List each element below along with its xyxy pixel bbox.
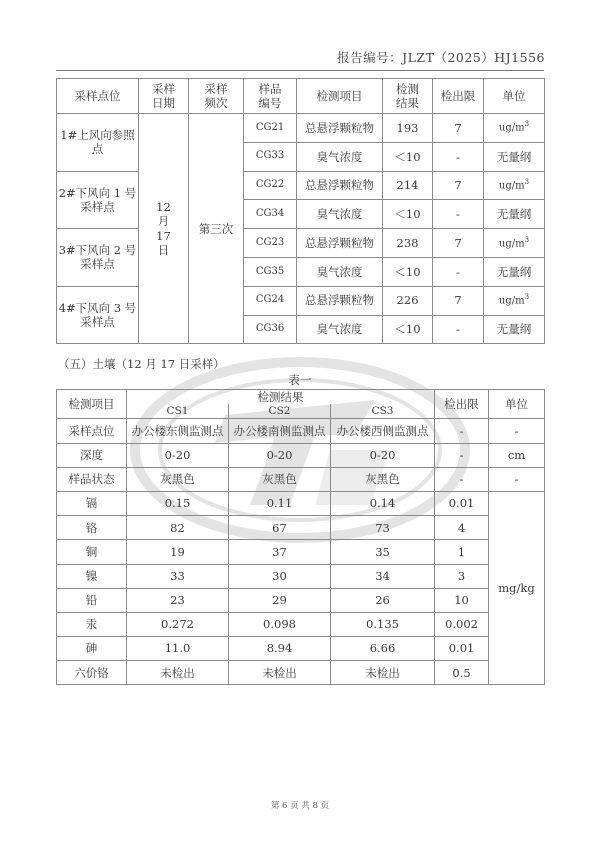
detection-limit-cell: 7: [433, 114, 484, 143]
result-cell: 193: [383, 114, 433, 143]
table-row: [57, 637, 545, 661]
value-cell: 未检出: [229, 661, 331, 685]
row-label-cell: 采样点位: [57, 419, 127, 443]
header-cell: 采样 日期: [139, 79, 189, 114]
header-cell: 检测项目: [57, 390, 127, 419]
result-cell: 214: [383, 171, 433, 200]
detection-limit-cell: -: [435, 419, 489, 443]
detection-limit-cell: 4: [435, 516, 489, 540]
table-row: [57, 419, 545, 443]
value-cell: 19: [127, 540, 229, 564]
test-item-cell: 臭气浓度: [297, 200, 383, 229]
soil-table-caption: 表一: [288, 373, 312, 387]
table-row: [57, 588, 545, 612]
sample-id-cell: CG21: [244, 114, 297, 143]
row-label-cell: 铜: [57, 540, 127, 564]
result-cell: 226: [383, 286, 433, 315]
sample-id-cell: CG23: [244, 229, 297, 258]
value-cell: 73: [331, 516, 435, 540]
row-label-cell: 镉: [57, 491, 127, 515]
result-cell: ＜10: [383, 200, 433, 229]
value-cell: 67: [229, 516, 331, 540]
sample-id-cell: CG35: [244, 257, 297, 286]
unit-cell: -: [489, 467, 545, 491]
unit-cell: cm: [489, 443, 545, 467]
table-row: [57, 491, 545, 515]
sampling-point-cell: 1#上风向参照 点: [57, 114, 139, 172]
unit-cell: 无量纲: [484, 315, 545, 344]
value-cell: 0.135: [331, 612, 435, 636]
table-row: [57, 467, 545, 491]
table-row: [57, 564, 545, 588]
test-item-cell: 臭气浓度: [297, 315, 383, 344]
value-cell: 29: [229, 588, 331, 612]
value-cell: 30: [229, 564, 331, 588]
value-cell: 6.66: [331, 637, 435, 661]
table-row: [57, 661, 545, 685]
value-cell: 0-20: [331, 443, 435, 467]
detection-limit-cell: -: [433, 315, 484, 344]
table-row: [57, 516, 545, 540]
unit-cell: $ug/m^3$: [484, 229, 545, 258]
detection-limit-cell: 3: [435, 564, 489, 588]
unit-cell: $ug/m^3$: [484, 171, 545, 200]
row-label-cell: 样品状态: [57, 467, 127, 491]
row-label-cell: 镍: [57, 564, 127, 588]
air-table-header: [57, 79, 545, 114]
test-item-cell: 总悬浮颗粒物: [297, 171, 383, 200]
row-label-cell: 汞: [57, 612, 127, 636]
sample-id-cell: CG36: [244, 315, 297, 344]
detection-limit-cell: 1: [435, 540, 489, 564]
value-cell: 0.272: [127, 612, 229, 636]
value-cell: 办公楼南侧监测点: [229, 419, 331, 443]
value-cell: 11.0: [127, 637, 229, 661]
unit-cell: 无量纲: [484, 200, 545, 229]
sample-code-cell: CS1: [127, 404, 229, 419]
row-label-cell: 六价铬: [57, 661, 127, 685]
detection-limit-cell: -: [433, 200, 484, 229]
header-cell: 检出限: [435, 390, 489, 419]
unit-cell: 无量纲: [484, 257, 545, 286]
value-cell: 35: [331, 540, 435, 564]
header-cell: 单位: [489, 390, 545, 419]
value-cell: 82: [127, 516, 229, 540]
unit-cell: $ug/m^3$: [484, 286, 545, 315]
table-row: [57, 612, 545, 636]
table-row: [57, 114, 545, 143]
value-cell: 37: [229, 540, 331, 564]
header-cell: 单位: [484, 79, 545, 114]
unit-cell: -: [489, 419, 545, 443]
value-cell: 灰黑色: [331, 467, 435, 491]
soil-results-table: [56, 389, 545, 685]
detection-limit-cell: 7: [433, 229, 484, 258]
table-row: [57, 540, 545, 564]
sample-code-cell: CS2: [229, 404, 331, 419]
sampling-point-cell: 2#下风向 1 号 采样点: [57, 171, 139, 229]
detection-limit-cell: -: [435, 467, 489, 491]
value-cell: 0-20: [229, 443, 331, 467]
test-item-cell: 总悬浮颗粒物: [297, 286, 383, 315]
unit-cell: mg/kg: [489, 491, 545, 685]
result-cell: 238: [383, 229, 433, 258]
detection-limit-cell: 0.01: [435, 637, 489, 661]
header-cell: 采样 频次: [189, 79, 244, 114]
row-label-cell: 深度: [57, 443, 127, 467]
sample-id-cell: CG33: [244, 142, 297, 171]
detection-limit-cell: -: [435, 443, 489, 467]
header-cell: 样品 编号: [244, 79, 297, 114]
detection-limit-cell: 10: [435, 588, 489, 612]
page-footer: 第 6 页 共 8 页: [270, 801, 330, 811]
detection-limit-cell: -: [433, 142, 484, 171]
report-number: 报告编号：JLZT（2025）HJ1556: [337, 50, 545, 65]
value-cell: 灰黑色: [229, 467, 331, 491]
value-cell: 26: [331, 588, 435, 612]
value-cell: 未检出: [331, 661, 435, 685]
test-item-cell: 总悬浮颗粒物: [297, 114, 383, 143]
value-cell: 0.15: [127, 491, 229, 515]
detection-limit-cell: 7: [433, 171, 484, 200]
unit-cell: $ug/m^3$: [484, 114, 545, 143]
detection-limit-cell: 0.002: [435, 612, 489, 636]
row-label-cell: 砷: [57, 637, 127, 661]
table-row: [57, 443, 545, 467]
header-cell: 检测 结果: [383, 79, 433, 114]
table-row: [57, 171, 545, 200]
unit-cell: 无量纲: [484, 142, 545, 171]
value-cell: 0.11: [229, 491, 331, 515]
header-cell: 采样点位: [57, 79, 139, 114]
result-cell: ＜10: [383, 315, 433, 344]
value-cell: 33: [127, 564, 229, 588]
row-label-cell: 铬: [57, 516, 127, 540]
detection-limit-cell: -: [433, 257, 484, 286]
sampling-date-cell: 12 月 17 日: [139, 114, 189, 344]
air-results-table: [56, 78, 545, 344]
value-cell: 0.14: [331, 491, 435, 515]
test-item-cell: 臭气浓度: [297, 257, 383, 286]
test-item-cell: 总悬浮颗粒物: [297, 229, 383, 258]
sample-code-cell: CS3: [331, 404, 435, 419]
value-cell: 办公楼西侧监测点: [331, 419, 435, 443]
sample-id-cell: CG22: [244, 171, 297, 200]
header-cell: 检测结果: [127, 390, 435, 405]
result-cell: ＜10: [383, 257, 433, 286]
detection-limit-cell: 0.01: [435, 491, 489, 515]
result-cell: ＜10: [383, 142, 433, 171]
soil-section-title: （五）土壤（12 月 17 日采样）: [58, 357, 225, 371]
detection-limit-cell: 7: [433, 286, 484, 315]
sampling-point-cell: 3#下风向 2 号 采样点: [57, 229, 139, 287]
value-cell: 34: [331, 564, 435, 588]
test-item-cell: 臭气浓度: [297, 142, 383, 171]
header-cell: 检出限: [433, 79, 484, 114]
detection-limit-cell: 0.5: [435, 661, 489, 685]
header-cell: 检测项目: [297, 79, 383, 114]
sampling-point-cell: 4#下风向 3 号 采样点: [57, 286, 139, 344]
table-row: [57, 286, 545, 315]
value-cell: 23: [127, 588, 229, 612]
value-cell: 8.94: [229, 637, 331, 661]
value-cell: 未检出: [127, 661, 229, 685]
table-row: [57, 229, 545, 258]
sample-id-cell: CG24: [244, 286, 297, 315]
table-row: [57, 390, 545, 405]
sampling-frequency-cell: 第三次: [189, 114, 244, 344]
value-cell: 灰黑色: [127, 467, 229, 491]
value-cell: 办公楼东侧监测点: [127, 419, 229, 443]
value-cell: 0-20: [127, 443, 229, 467]
header-rule: [56, 70, 544, 71]
row-label-cell: 铅: [57, 588, 127, 612]
value-cell: 0.098: [229, 612, 331, 636]
sample-id-cell: CG34: [244, 200, 297, 229]
